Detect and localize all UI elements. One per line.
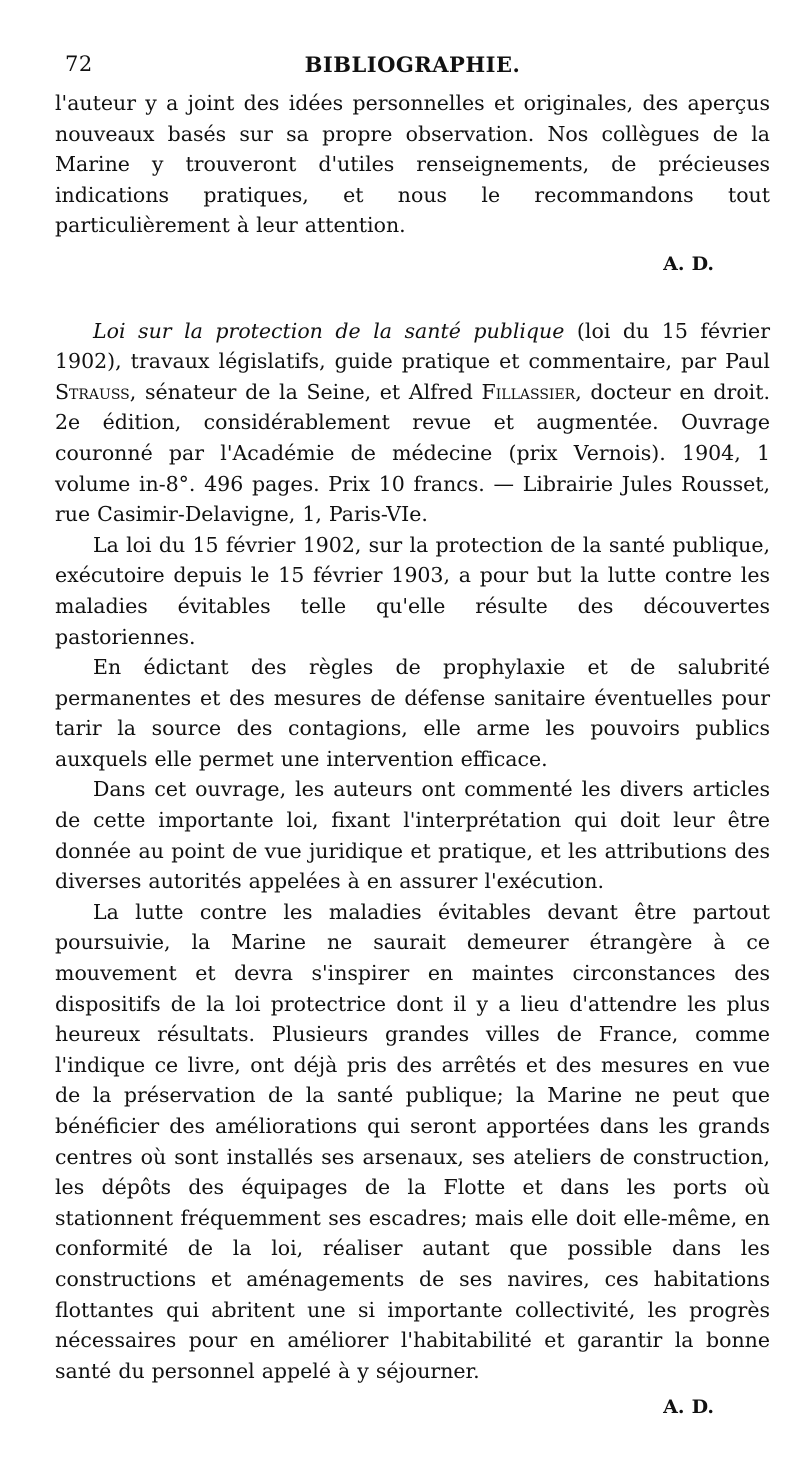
review-paragraph-3: Dans cet ouvrage, les auteurs ont commenté les divers articles de cette importante loi, fixant l'interprétation qui doit leur être donnée au point de vue juridique et pratique, et les attributions des diverses autorités appelées à en assurer l'exécution.: [55, 777, 770, 894]
review-paragraph-4: La lutte contre les maladies évitables devant être partout poursuivie, la Marine ne saurait demeurer étrangère à ce mouvement et devra s'inspirer en maintes circonstances des dispositifs de la loi protectrice dont il y a lieu d'attendre les plus heureux résultats. Plusieurs grandes villes de France, comme l'indique ce livre, ont déjà pris des arrêtés et des mesures en vue de la préservation de la santé publique; la Marine ne peut que bénéficier des améliorations qui seront apportées dans les grands centres où sont installés ses arsenaux, ses ateliers de construction, les dépôts des équipages de la Flotte et dans les ports où stationnent fréquemment ses escadres; mais elle doit elle-même, en conformité de la loi, réaliser autant que possible dans les constructions et aménagements de ses navires, ces habitations flottantes qui abritent une si importante collectivité, les progrès nécessaires pour en améliorer l'habitabilité et garantir la bonne santé du personnel appelé à y séjourner.: [55, 899, 770, 1383]
review-paragraph-1: La loi du 15 février 1902, sur la protection de la santé publique, exécutoire depuis le 15 février 1903, a pour but la lutte contre les maladies évitables telle qu'elle résulte des découvertes pastoriennes.: [55, 532, 770, 649]
review-paragraph-2: En édictant des règles de prophylaxie et de salubrité permanentes et des mesures de défense sanitaire éventuelles pour tarir la source des contagions, elle arme les pouvoirs publics auxquels elle permet une intervention efficace.: [55, 655, 770, 771]
review-rest: , docteur en droit. 2e édition, considérablement revue et augmentée. Ouvrage couronné par l'Académie de médecine (prix Vernois). 1904, 1 volume in-8°. 496 pages. Prix 10 francs. — Librairie Jules Rousset, rue Casimir-Delavigne, 1, Paris-VIe.: [55, 379, 770, 527]
running-title: BIBLIOGRAPHIE.: [304, 52, 521, 77]
running-head: [55, 48, 770, 88]
author-fillassier: Fillassier: [481, 379, 576, 404]
signature-continuation: A. D.: [663, 252, 714, 275]
page-body: [55, 88, 770, 1423]
book-title: Loi sur la protection de la santé publique: [93, 318, 565, 343]
signature-review: A. D.: [663, 1396, 714, 1419]
page-number: 72: [65, 52, 93, 76]
continuation-paragraph: l'auteur y a joint des idées personnelles et originales, des aperçus nouveaux basés sur sa propre observation. Nos collègues de la Marine y trouveront d'utiles renseignements, de précieuses indications pratiques, et nous le recommandons tout particulièrement à leur attention.: [55, 91, 770, 238]
review-heading: [55, 316, 770, 530]
review-intro: (loi du 15 février 1902), travaux législatifs, guide pratique et commentaire, par Paul: [55, 318, 770, 374]
author-strauss: Strauss: [55, 379, 130, 404]
review-mid: , sénateur de la Seine, et Alfred: [129, 379, 482, 404]
